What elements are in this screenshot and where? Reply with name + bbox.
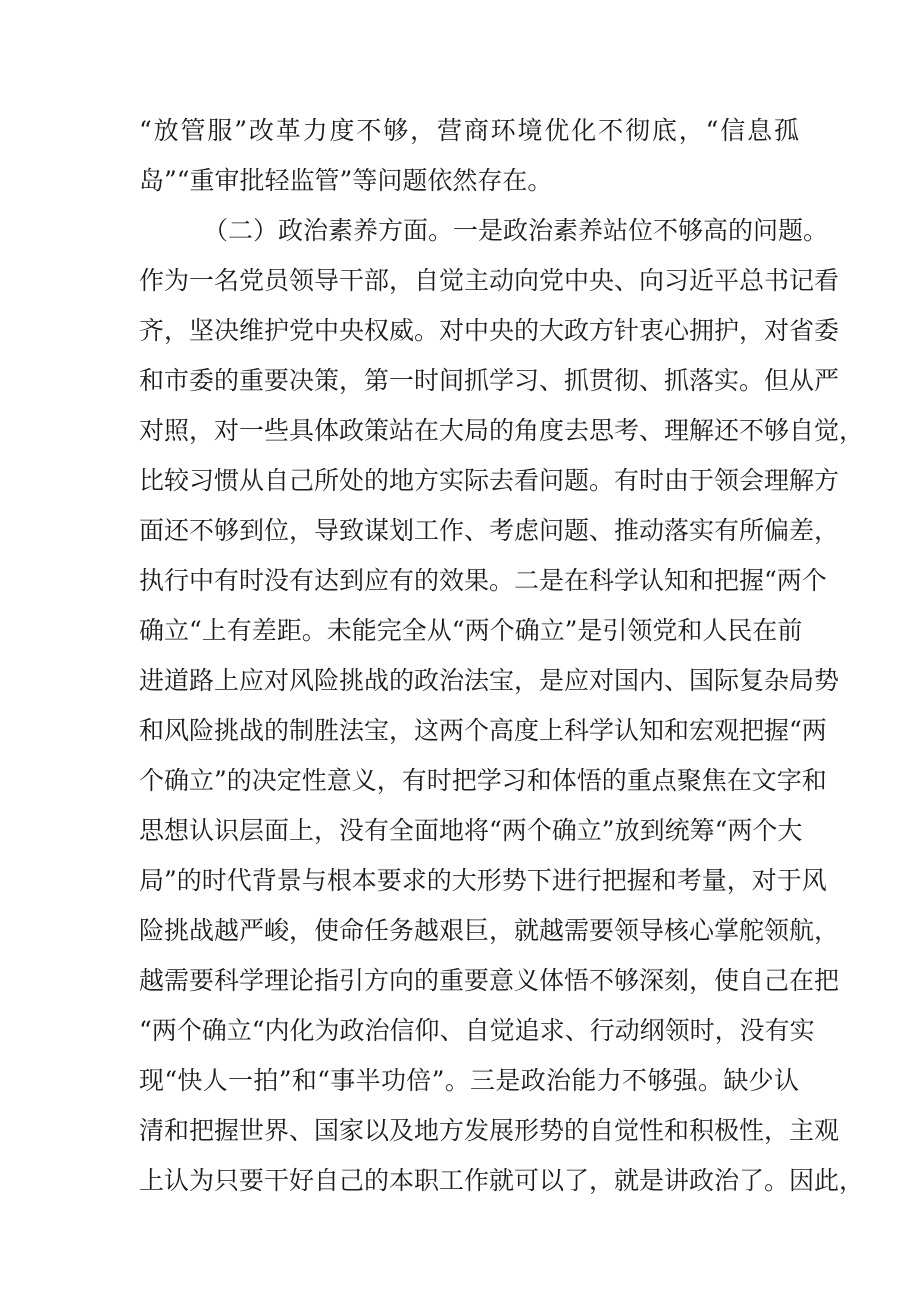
text-line: 岛”“重审批轻监管”等问题依然存在。 [139, 166, 553, 195]
text-line: 齐，坚决维护党中央权威。对中央的大政方针衷心拥护，对省委 [139, 316, 840, 345]
text-line: 对照，对一些具体政策站在大局的角度去思考、理解还不够自觉， [139, 416, 865, 445]
text-line: 上认为只要干好自己的本职工作就可以了，就是讲政治了。因此， [139, 1166, 865, 1195]
text-line: 险挑战越严峻，使命任务越艰巨，就越需要领导核心掌舵领航， [139, 916, 840, 945]
text-line: “两个确立“内化为政治信仰、自觉追求、行动纲领时，没有实 [139, 1016, 815, 1045]
text-line: 面还不够到位，导致谋划工作、考虑问题、推动落实有所偏差， [139, 516, 840, 545]
text-line: 现“快人一拍”和“事半功倍”。三是政治能力不够强。缺少认 [139, 1066, 799, 1095]
section-heading-line: （二）政治素养方面。一是政治素养站位不够高的问题。 [203, 216, 829, 245]
text-line: 思想认识层面上，没有全面地将“两个确立”放到统筹“两个大 [139, 816, 803, 845]
text-line: 执行中有时没有达到应有的效果。二是在科学认知和把握“两个 [139, 566, 827, 595]
text-line: 和市委的重要决策，第一时间抓学习、抓贯彻、抓落实。但从严 [139, 366, 840, 395]
text-line: 确立“上有差距。未能完全从“两个确立”是引领党和人民在前 [139, 616, 803, 645]
text-line: 和风险挑战的制胜法宝，这两个高度上科学认知和宏观把握“两 [139, 716, 827, 745]
text-line: 局”的时代背景与根本要求的大形势下进行把握和考量，对于风 [139, 866, 827, 895]
document-body [139, 106, 865, 1206]
text-line: “放管服”改革力度不够，营商环境优化不彻底，“信息孤 [139, 116, 799, 145]
text-line: 比较习惯从自己所处的地方实际去看问题。有时由于领会理解方 [139, 466, 840, 495]
text-line: 越需要科学理论指引方向的重要意义体悟不够深刻，使自己在把 [139, 966, 840, 995]
text-line: 进道路上应对风险挑战的政治法宝，是应对国内、国际复杂局势 [139, 666, 840, 695]
text-line: 作为一名党员领导干部，自觉主动向党中央、向习近平总书记看 [139, 266, 840, 295]
text-line: 清和把握世界、国家以及地方发展形势的自觉性和积极性，主观 [139, 1116, 840, 1145]
text-line: 个确立”的决定性意义，有时把学习和体悟的重点聚焦在文字和 [139, 766, 827, 795]
